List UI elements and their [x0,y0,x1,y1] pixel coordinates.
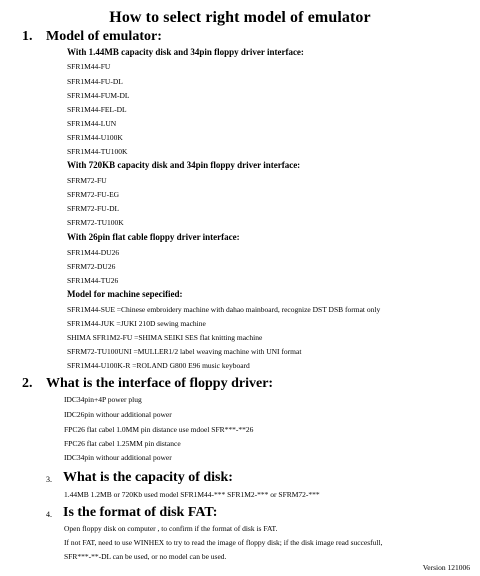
section-number: 3. [46,475,52,484]
list-item: SHIMA SFR1M2-FU =SHIMA SEIKI SES flat knitting machine [67,333,263,342]
group-2-label: With 720KB capacity disk and 34pin floppy driver interface: [67,160,301,170]
paragraph-line: SFR***-**-DL can be used, or no model can be used. [64,552,227,561]
list-item: SFRM72-FU-DL [67,204,120,213]
group-3-label: With 26pin flat cable floppy driver interface: [67,232,240,242]
paragraph-line: Open floppy disk on computer , to confirm if the format of disk is FAT. [64,524,278,533]
section-number: 1. [22,29,33,44]
list-item: SFR1M44-U100K [67,133,123,142]
list-item: FPC26 flat cabel 1.25MM pin distance [64,439,181,448]
version-label: Version 121006 [422,563,470,572]
list-item: SFR1M44-FU-DL [67,77,123,86]
group-1-label: With 1.44MB capacity disk and 34pin floppy driver interface: [67,47,304,57]
section-number: 4. [46,510,52,519]
list-item: SFR1M44-TU100K [67,147,128,156]
section-2-heading [22,376,273,392]
page-title: How to select right model of emulator [109,9,371,26]
list-item: IDC34pin withour additional power [64,453,172,462]
list-item: SFRM72-TU100K [67,218,124,227]
list-item: IDC26pin withour additional power [64,410,172,419]
list-item: FPC26 flat cabel 1.0MM pin distance use mdoel SFR***-**26 [64,425,254,434]
section-3-heading [47,470,233,486]
list-item: SFRM72-DU26 [67,262,116,271]
list-item: IDC34pin+4P power plug [64,395,142,404]
section-title: Is the format of disk FAT: [63,505,218,520]
list-item: SFR1M44-JUK =JUKI 210D sewing machine [67,319,206,328]
list-item: SFR1M44-DU26 [67,248,120,257]
section-title: Model of emulator: [46,29,162,44]
section-title: What is the capacity of disk: [63,470,233,485]
list-item: SFR1M44-SUE =Chinese embroidery machine with dahao mainboard, recognize DST DSB format only [67,305,381,314]
list-item: SFR1M44-U100K-R =ROLAND G800 E96 music keyboard [67,361,250,370]
list-item: SFR1M44-FUM-DL [67,91,130,100]
list-item: SFRM72-FU [67,176,107,185]
section-title: What is the interface of floppy driver: [46,376,274,391]
paragraph-line: If not FAT, need to use WINHEX to try to read the image of floppy disk; if the disk image read succesfull, [64,538,383,547]
list-item: SFRM72-FU-EG [67,190,120,199]
list-item: SFR1M44-TU26 [67,276,119,285]
list-item: SFR1M44-LUN [67,119,117,128]
section-number: 2. [22,376,33,391]
list-item: SFRM72-TU100UNI =MULLER1/2 label weaving machine with UNI format [67,347,302,356]
section-1-heading [22,29,162,45]
paragraph-line: 1.44MB 1.2MB or 720Kb used model SFR1M44-*** SFR1M2-*** or SFRM72-*** [64,490,320,499]
list-item: SFR1M44-FEL-DL [67,105,127,114]
list-item: SFR1M44-FU [67,62,111,71]
section-4-heading [47,505,217,521]
group-4-label: Model for machine sepecified: [67,289,183,299]
